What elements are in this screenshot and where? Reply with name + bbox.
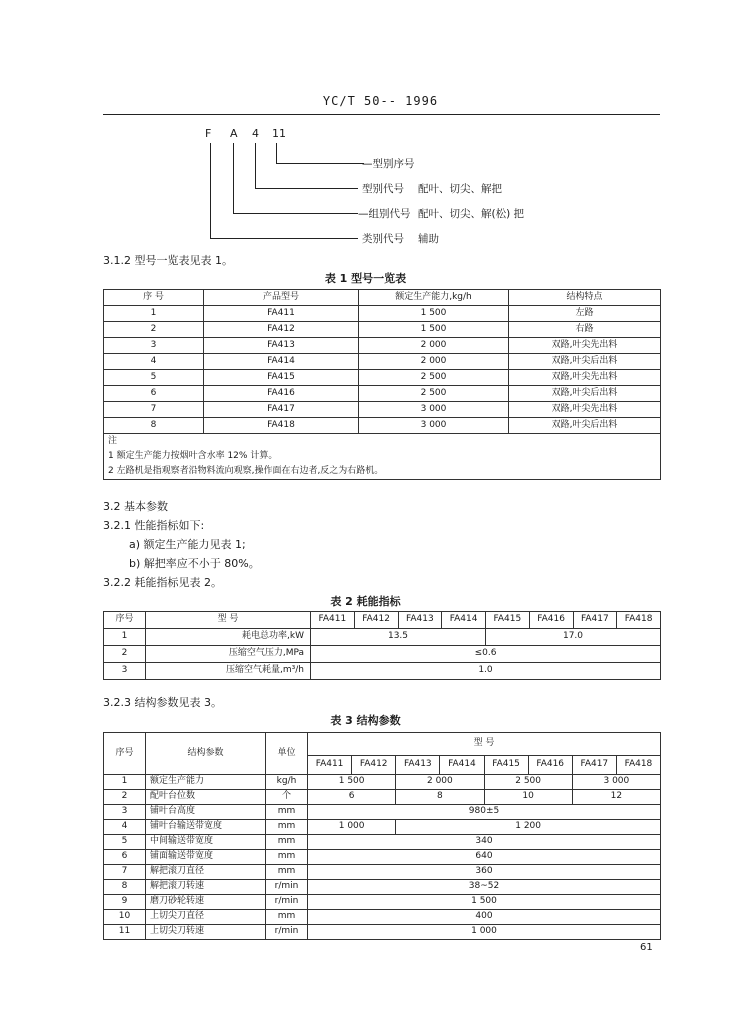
cell: 8 [104,880,146,895]
model-fa414: FA414 [440,756,484,775]
cell: 个 [266,790,308,805]
note-1: 1 额定生产能力按烟叶含水率 12% 计算。 [108,451,278,461]
cell: 铺叶台高度 [146,805,266,820]
cell: 1 500 [359,306,509,322]
model-fa417: FA417 [573,612,617,629]
cell: 1 500 [359,322,509,338]
table-row [104,386,661,402]
cell: mm [266,865,308,880]
cell: 400 [308,910,661,925]
cell: 9 [104,895,146,910]
cell: 2 000 [359,354,509,370]
cell: 1 500 [308,895,661,910]
col-header-unit: 单位 [266,733,308,775]
code-digit-4: 4 [252,127,259,140]
model-fa418: FA418 [617,612,661,629]
header-rule [103,114,660,115]
cell: 6 [104,386,204,402]
table-row [104,835,661,850]
cell: 右路 [509,322,661,338]
table-row [104,865,661,880]
col-header-seq: 序 号 [104,290,204,306]
cell: 磨刀砂轮转速 [146,895,266,910]
cell: 10 [484,790,572,805]
model-fa414: FA414 [442,612,486,629]
cell: mm [266,820,308,835]
cell: mm [266,850,308,865]
table-row [104,629,661,646]
table-row [104,663,661,680]
model-fa415: FA415 [484,756,528,775]
model-fa411: FA411 [311,612,355,629]
cell: FA415 [204,370,359,386]
table-row [104,820,661,835]
model-fa412: FA412 [354,612,398,629]
table-header-row [104,290,661,306]
model-fa416: FA416 [529,612,573,629]
section-3-1-2: 3.1.2 型号一览表见表 1。 [103,254,233,267]
cell: 640 [308,850,661,865]
cell: 340 [308,835,661,850]
cell: FA417 [204,402,359,418]
cell: 双路,叶尖先出料 [509,402,661,418]
model-fa415: FA415 [486,612,530,629]
col-header-model: 型 号 [308,733,661,756]
cell: 双路,叶尖先出料 [509,370,661,386]
cell: 6 [308,790,396,805]
cell: 1 000 [308,925,661,940]
cell: FA418 [204,418,359,434]
section-3-2-2: 3.2.2 耗能指标见表 2。 [103,576,222,589]
table-row [104,790,661,805]
cell: 8 [104,418,204,434]
connector-line [233,213,358,214]
header-standard: YC/T 50-- 1996 [322,94,439,108]
cell: 1 [104,306,204,322]
model-fa416: FA416 [528,756,572,775]
cell: 双路,叶尖后出料 [509,418,661,434]
connector-line [255,188,358,189]
table-row [104,805,661,820]
cell: 额定生产能力 [146,775,266,790]
cell: 2 000 [396,775,484,790]
code-letter-f: F [205,127,212,140]
model-fa417: FA417 [572,756,616,775]
connector-line [255,143,256,188]
cell: 双路,叶尖后出料 [509,354,661,370]
model-fa418: FA418 [616,756,660,775]
code-desc-category: 辅助 [418,233,439,245]
cell: 3 000 [359,418,509,434]
cell: 左路 [509,306,661,322]
cell: 980±5 [308,805,661,820]
cell: 1 [104,775,146,790]
cell: 4 [104,354,204,370]
table-row [104,370,661,386]
cell: 2 [104,646,146,663]
cell: 13.5 [311,629,486,646]
cell: 3 [104,805,146,820]
table-row [104,925,661,940]
cell: FA413 [204,338,359,354]
model-fa412: FA412 [352,756,396,775]
table-row [104,850,661,865]
cell: 上切尖刀直径 [146,910,266,925]
table-notes [104,434,661,480]
connector-line [233,143,234,213]
cell: 17.0 [486,629,661,646]
code-digits-11: 11 [272,127,286,140]
cell: 3 000 [359,402,509,418]
connector-line [210,238,358,239]
cell: 11 [104,925,146,940]
section-3-2-1: 3.2.1 性能指标如下: [103,519,205,532]
item-a: a) 额定生产能力见表 1; [129,538,246,551]
cell: FA416 [204,386,359,402]
cell: 1.0 [311,663,661,680]
cell: mm [266,835,308,850]
cell: 压缩空气压力,MPa [146,646,311,663]
table-row [104,322,661,338]
connector-line [276,143,277,163]
table3-caption: 表 3 结构参数 [330,714,401,727]
cell: 7 [104,865,146,880]
cell: 1 200 [396,820,661,835]
cell: 解把滚刀转速 [146,880,266,895]
cell: 2 [104,790,146,805]
cell: 铺叶台输送带宽度 [146,820,266,835]
page-number: 61 [640,942,653,953]
cell: ≤0.6 [311,646,661,663]
cell: mm [266,910,308,925]
table-row [104,418,661,434]
table1-caption: 表 1 型号一览表 [324,272,407,285]
cell: 3 [104,338,204,354]
cell: 3 000 [572,775,660,790]
cell: 上切尖刀转速 [146,925,266,940]
table-row [104,910,661,925]
table-row [104,338,661,354]
structure-parameters-table [103,732,661,940]
table2-caption: 表 2 耗能指标 [330,595,401,608]
code-desc-model: 配叶、切尖、解把 [418,183,502,195]
table-row [104,880,661,895]
table-notes-row [104,434,661,480]
cell: 8 [396,790,484,805]
cell: 38~52 [308,880,661,895]
note-label: 注 [108,436,118,446]
energy-consumption-table [103,611,661,680]
cell: 1 [104,629,146,646]
code-term-serial: —型别序号 [362,158,415,170]
code-term-category: 类别代号 [362,233,404,245]
cell: 双路,叶尖先出料 [509,338,661,354]
cell: r/min [266,880,308,895]
cell: r/min [266,925,308,940]
cell: 压缩空气耗量,m³/h [146,663,311,680]
connector-line [210,143,211,238]
table-row [104,354,661,370]
cell: 360 [308,865,661,880]
table-row [104,895,661,910]
cell: 1 000 [308,820,396,835]
cell: mm [266,805,308,820]
model-fa413: FA413 [398,612,442,629]
col-header-model: 产品型号 [204,290,359,306]
col-header-model: 型 号 [146,612,311,629]
cell: 6 [104,850,146,865]
section-3-2: 3.2 基本参数 [103,500,168,513]
cell: 2 500 [359,370,509,386]
model-fa411: FA411 [308,756,352,775]
cell: r/min [266,895,308,910]
code-letter-a: A [230,127,238,140]
table-row [104,775,661,790]
table-row [104,646,661,663]
code-term-group: —组别代号 [358,208,411,220]
cell: 配叶台位数 [146,790,266,805]
cell: 5 [104,835,146,850]
cell: 解把滚刀直径 [146,865,266,880]
cell: 10 [104,910,146,925]
code-term-model: 型别代号 [362,183,404,195]
cell: 铺面输送带宽度 [146,850,266,865]
cell: kg/h [266,775,308,790]
cell: 12 [572,790,660,805]
col-header-seq: 序号 [104,612,146,629]
code-desc-group: 配叶、切尖、解(松) 把 [418,208,525,220]
cell: 2 [104,322,204,338]
cell: 双路,叶尖后出料 [509,386,661,402]
item-b: b) 解把率应不小于 80%。 [129,557,260,570]
table-header-row [104,733,661,756]
note-2: 2 左路机是指观察者沿物料流向观察,操作面在右边者,反之为右路机。 [108,466,384,476]
cell: 2 000 [359,338,509,354]
cell: 1 500 [308,775,396,790]
model-fa413: FA413 [396,756,440,775]
col-header-param: 结构参数 [146,733,266,775]
model-list-table [103,289,661,480]
cell: FA411 [204,306,359,322]
cell: 2 500 [484,775,572,790]
connector-line [276,163,364,164]
col-header-capacity: 额定生产能力,kg/h [359,290,509,306]
cell: 4 [104,820,146,835]
section-3-2-3: 3.2.3 结构参数见表 3。 [103,696,222,709]
cell: 耗电总功率,kW [146,629,311,646]
table-header-row [104,612,661,629]
cell: 5 [104,370,204,386]
col-header-seq: 序号 [104,733,146,775]
cell: FA414 [204,354,359,370]
cell: 中间输送带宽度 [146,835,266,850]
table-row [104,306,661,322]
cell: FA412 [204,322,359,338]
cell: 2 500 [359,386,509,402]
cell: 7 [104,402,204,418]
table-row [104,402,661,418]
cell: 3 [104,663,146,680]
col-header-feature: 结构特点 [509,290,661,306]
